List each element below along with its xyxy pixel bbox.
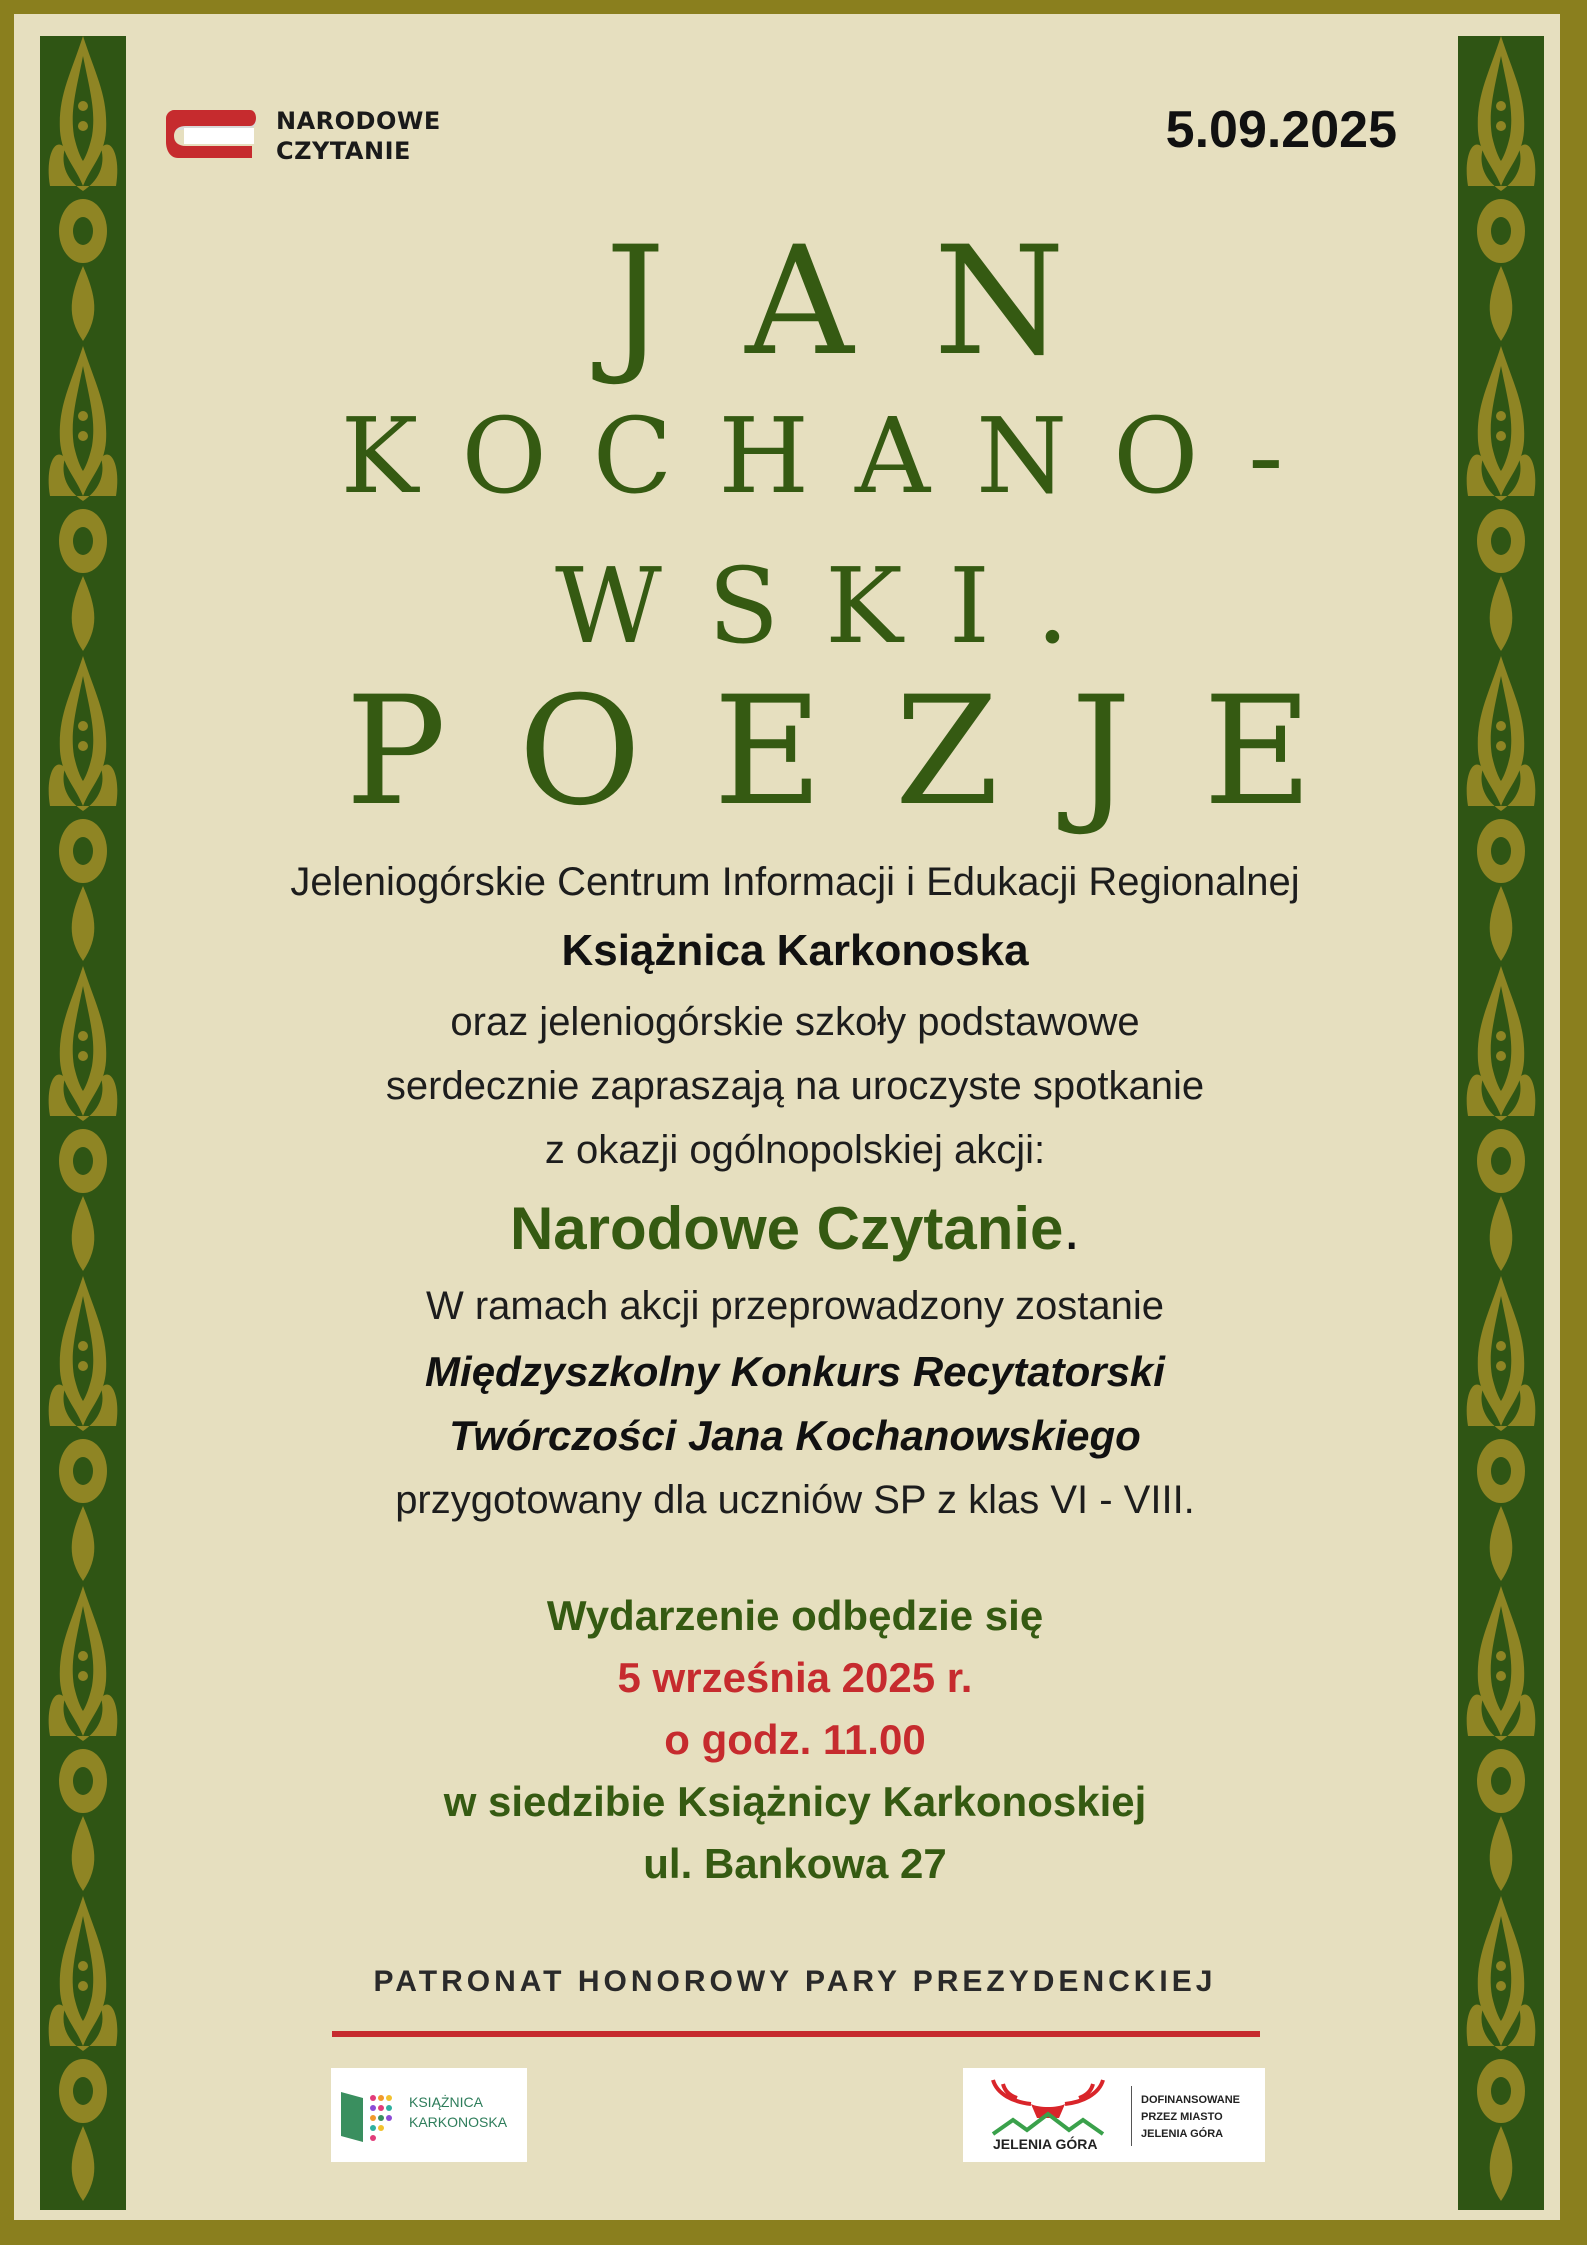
- title-line-poezje: POEZJE: [345, 665, 1385, 839]
- cofunding-line2: PRZEZ MIASTO: [1141, 2111, 1223, 2123]
- title-line-jan: JAN: [605, 215, 1145, 389]
- header-date: 5.09.2025: [1165, 101, 1397, 159]
- event-time: o godz. 11.00: [664, 1716, 926, 1763]
- invite-line: serdecznie zapraszają na uroczyste spotkanie: [385, 1064, 1205, 1108]
- kk-text-line2: KARKONOSKA: [409, 2114, 508, 2130]
- cofunding-line3: JELENIA GÓRA: [1141, 2128, 1224, 2140]
- contest-title-line1: Międzyszkolny Konkurs Recytatorski: [425, 1348, 1165, 1395]
- campaign-name: [160, 1194, 1430, 1263]
- organizer-line: Jeleniogórskie Centrum Informacji i Edukacji Regionalnej: [290, 860, 1300, 904]
- kk-text-line1: KSIĄŻNICA: [409, 2094, 483, 2110]
- logo-divider: [1131, 2086, 1132, 2146]
- contest-title-line2: Twórczości Jana Kochanowskiego: [449, 1412, 1141, 1459]
- title-line-wski: WSKI.: [555, 545, 1115, 667]
- campaign-name-text: Narodowe Czytanie: [509, 1195, 1064, 1262]
- library-name: Książnica Karkonoska: [561, 926, 1029, 975]
- event-venue: w siedzibie Książnicy Karkonoskiej: [443, 1778, 1147, 1825]
- narodowe-czytanie-logo: [164, 106, 464, 166]
- event-details: [160, 1592, 1430, 1892]
- contest-intro: W ramach akcji przeprowadzony zostanie: [425, 1284, 1165, 1328]
- occasion-line: z okazji ogólnopolskiej akcji:: [544, 1128, 1046, 1172]
- left-ornament-border: [40, 36, 126, 2210]
- logo-text-line2: CZYTANIE: [276, 137, 411, 165]
- campaign-name-dot: .: [1063, 1195, 1081, 1262]
- library-book-icon: [337, 2086, 407, 2146]
- patronage-divider: [332, 2031, 1260, 2037]
- event-intro: Wydarzenie odbędzie się: [546, 1592, 1044, 1639]
- ksiaznica-karkonoska-logo: [331, 2068, 527, 2162]
- patronage-heading: PATRONAT HONOROWY PARY PREZYDENCKIEJ: [373, 1965, 1217, 1998]
- tulip-ornament-icon: [40, 36, 126, 2210]
- title-line-kochano: KOCHANO-: [340, 395, 1330, 517]
- audience-line: przygotowany dla uczniów SP z klas VI - VIII.: [395, 1478, 1195, 1522]
- schools-line: oraz jeleniogórskie szkoły podstawowe: [450, 1000, 1140, 1044]
- logo-text-line1: NARODOWE: [276, 107, 441, 135]
- jelenia-gora-name: JELENIA GÓRA: [993, 2136, 1098, 2152]
- event-address: ul. Bankowa 27: [643, 1840, 947, 1887]
- invitation-text: [160, 860, 1430, 1540]
- book-logo-icon: [164, 108, 260, 160]
- jelenia-gora-logo: [963, 2068, 1265, 2162]
- cofunding-line1: DOFINANSOWANE: [1141, 2094, 1240, 2106]
- deer-antlers-icon: [973, 2074, 1123, 2138]
- event-date: 5 września 2025 r.: [617, 1654, 973, 1701]
